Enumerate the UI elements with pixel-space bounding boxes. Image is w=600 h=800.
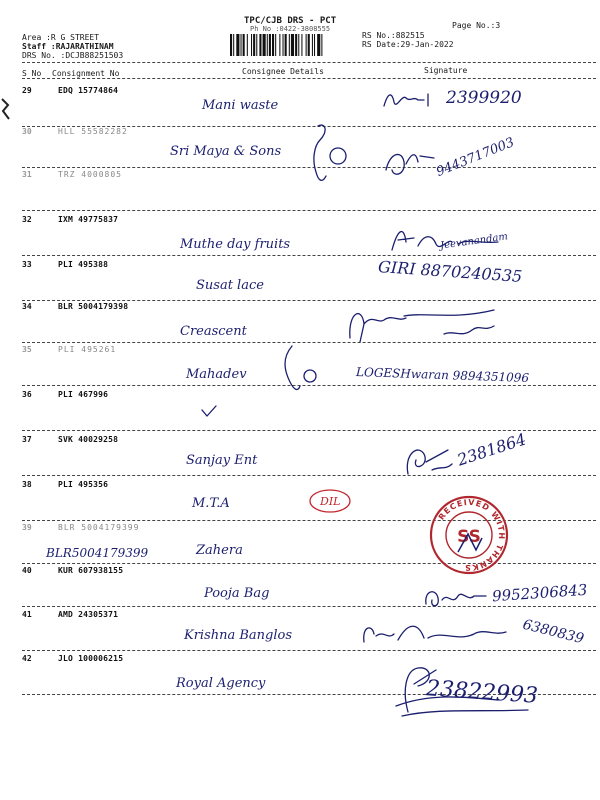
row-consignment-no: BLR 5004179398 (58, 302, 129, 311)
dil-text: DIL (320, 495, 341, 508)
row-sno: 41 (22, 610, 32, 619)
row-sno: 30 (22, 127, 32, 136)
row-consignee-name: Mahadev (186, 367, 247, 382)
row-consignment-no: PLI 495388 (58, 260, 109, 269)
row-consignment-no: BLR 5004179399 (58, 523, 140, 532)
drs-number: DRS No. :DCJB88251503 (22, 51, 124, 60)
row-consignment-no: PLI 467996 (58, 390, 109, 399)
row-sno: 38 (22, 480, 32, 489)
row-consignee-name: Susat lace (196, 278, 264, 293)
signature-scribble (344, 302, 504, 346)
tick-mark (200, 404, 218, 418)
row-signature-text: 6380839 (520, 616, 586, 648)
row-signature-text: 2381864 (454, 429, 529, 470)
tick-and-circle-mark (276, 342, 320, 396)
row-consignee-name: Zahera (196, 543, 243, 558)
col-consignment: Consignment No (52, 69, 120, 78)
rs-date: RS Date:29-Jan-2022 (362, 40, 454, 49)
table-row (0, 302, 600, 342)
row-sno: 32 (22, 215, 32, 224)
row-signature-text: 23822993 (425, 676, 539, 709)
row-consignee-name: Pooja Bag (204, 586, 270, 601)
row-signature-text: LOGESHwaran 9894351096 (355, 364, 530, 386)
row-divider (22, 210, 596, 211)
row-sno: 35 (22, 345, 32, 354)
row-consignment-no: IXM 49775837 (58, 215, 119, 224)
row-sno: 33 (22, 260, 32, 269)
row-consignment-no: PLI 495356 (58, 480, 109, 489)
row-consignment-no: JLO 100006215 (58, 654, 124, 663)
row-consignee-name: Krishna Banglos (184, 628, 293, 643)
row-signature-text: GIRI 8870240535 (377, 256, 523, 287)
row-sno: 34 (22, 302, 32, 311)
row-signature-text: 9443717003 (434, 135, 517, 180)
signature-scribble (402, 440, 458, 480)
col-consignee: Consignee Details (242, 67, 324, 76)
rs-number: RS No.:882515 (362, 31, 425, 40)
row-consignment-no: SVK 40029258 (58, 435, 119, 444)
signature-scribble (420, 584, 492, 612)
row-sno: 39 (22, 523, 32, 532)
row-signature-text: 2399920 (446, 88, 522, 108)
dil-circle-mark (308, 486, 352, 516)
header-divider-top (22, 62, 596, 63)
stamp-initials: SS (457, 527, 481, 547)
row-consignment-no: AMD 24305371 (58, 610, 119, 619)
table-row (0, 215, 600, 255)
row-divider (22, 430, 596, 431)
row-consignee-name: Mani waste (202, 98, 279, 113)
table-row (0, 480, 600, 520)
row-sno: 37 (22, 435, 32, 444)
row-consignee-name: Royal Agency (176, 676, 266, 691)
area-label: Area :R G STREET (22, 33, 100, 42)
row-sno: 36 (22, 390, 32, 399)
table-row (0, 390, 600, 430)
row-consignee-name: Sri Maya & Sons (170, 144, 282, 159)
row-consignee-name: M.T.A (192, 496, 230, 511)
row39-handwritten-note: BLR5004179399 (46, 546, 149, 560)
header-divider-bottom (22, 78, 596, 79)
row-sno: 40 (22, 566, 32, 575)
signature-scribble (380, 88, 438, 112)
row-sno: 29 (22, 86, 32, 95)
page-number: Page No.:3 (452, 21, 501, 30)
row-divider (22, 300, 596, 301)
row-signature-text: Jeevanandam (439, 231, 509, 252)
row-sno: 42 (22, 654, 32, 663)
row-consignment-no: EDQ 15774864 (58, 86, 119, 95)
received-with-thanks-stamp (428, 494, 510, 576)
signature-scribble (382, 146, 442, 182)
staff-label: Staff :RAJARATHINAM (22, 42, 114, 51)
row-consignment-no: KUR 607938155 (58, 566, 124, 575)
stamp-text: RECEIVED WITH THANKS (436, 497, 507, 573)
row-consignment-no: HLL 55582282 (58, 127, 128, 136)
row-consignment-no: TRZ 4000805 (58, 170, 122, 179)
row-divider (22, 255, 596, 256)
row-divider (22, 475, 596, 476)
sheet-title: TPC/CJB DRS - PCT (244, 16, 337, 26)
row-sno: 31 (22, 170, 32, 179)
col-signature: Signature (424, 66, 468, 75)
barcode (230, 34, 352, 56)
row-consignee-name: Creascent (180, 324, 247, 339)
row-divider (22, 606, 596, 607)
row-consignee-name: Sanjay Ent (186, 453, 258, 468)
row-consignment-no: PLI 495261 (58, 345, 117, 354)
col-sno: S No (22, 69, 42, 78)
tick-and-circle-mark (300, 120, 360, 190)
phone-number: Ph No :0422-3808555 (250, 25, 331, 33)
row-signature-text: 9952306843 (491, 580, 588, 606)
signature-scribble (358, 620, 518, 658)
row-consignee-name: Muthe day fruits (180, 237, 291, 252)
